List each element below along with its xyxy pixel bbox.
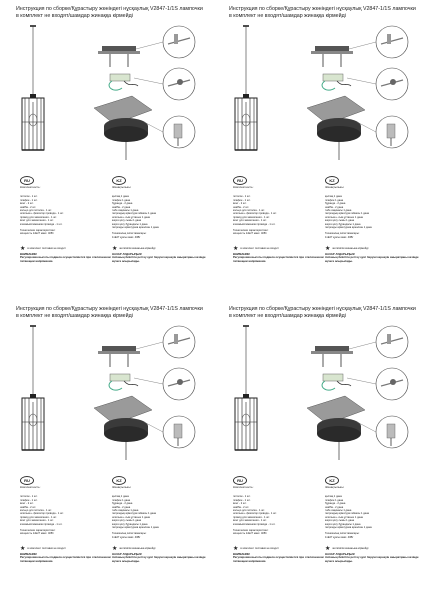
ru-heading: Комплектность: xyxy=(233,185,254,189)
kz-tech-value: 1хЕ27 қуаты макс. 40Вт xyxy=(112,235,141,239)
ru-item: потолок - 1 шт. xyxy=(233,195,251,199)
kz-item: патронды арматураға арналған 1 дана xyxy=(325,526,372,530)
kz-item: патронды арматураға арналған 1 дана xyxy=(325,226,372,230)
ru-item: шпилька + фиксатор провода - 1 шт. xyxy=(20,212,64,216)
ru-item: клеммы/клеммники провода - 1 шт. xyxy=(20,522,63,526)
ru-star-note: ★ в комплект поставки не входит xyxy=(20,246,66,252)
ru-item: винт - 2 шт. xyxy=(233,202,247,206)
kz-item: бұранда - 2 дана xyxy=(112,202,133,206)
star-icon: ★ xyxy=(112,246,118,252)
kz-star-note: ★ жеткізілім жинағына кірмейді xyxy=(112,246,156,252)
ru-item: винт - 2 шт. xyxy=(233,502,247,506)
kz-item: шпилька + сым ұстағыш 1 дана xyxy=(325,515,363,519)
ru-item: шайба - 2 шт. xyxy=(20,505,37,509)
kz-item: жерге қосу бұрандасы 1 дана xyxy=(325,222,361,226)
ru-contents xyxy=(20,486,108,536)
kz-item: жерге қосу сымы 1 дана xyxy=(325,219,355,223)
kz-tech-value: 1хЕ27 қуаты макс. 40Вт xyxy=(325,535,354,539)
ru-item: кольцо для потолка - 1 шт. xyxy=(233,509,265,513)
star-icon: ★ xyxy=(112,546,118,552)
kz-item: плафон 1 дана xyxy=(112,198,131,202)
ru-tech-value: мощность 1xE27 макс. 40Вт xyxy=(20,532,54,536)
ru-item: клеммы/клеммники провода - 1 шт. xyxy=(20,222,63,226)
kz-item: қалпақ 1 дана xyxy=(325,495,342,499)
kz-item: шпилька + сым ұстағыш 1 дана xyxy=(325,215,363,219)
ru-heading: Комплектность: xyxy=(20,485,41,489)
star-icon: ★ xyxy=(233,546,239,552)
kz-warning: НАЗАР АУДАРЫҢЫЗ! Аспаның биіктігін реттеу қуат беруші кернеуін ажыратқаны кезінде жүзеге асырылады. xyxy=(112,552,206,563)
kz-warning: НАЗАР АУДАРЫҢЫЗ! Аспаның биіктігін реттеу қуат беруші кернеуін ажыратқаны кезінде жүзеге асырылады. xyxy=(325,552,419,563)
ru-item: шайба - 2 шт. xyxy=(20,205,37,209)
kz-item: патрондық арматура гайкасы 1 дана xyxy=(112,512,156,516)
kz-item: патрондық арматура гайкасы 1 дана xyxy=(325,212,369,216)
kz-contents xyxy=(112,486,200,539)
kz-item: патронды арматураға арналған 1 дана xyxy=(112,226,159,230)
star-icon: ★ xyxy=(325,246,331,252)
ru-item: потолок - 1 шт. xyxy=(20,495,38,499)
ru-item: провод для заземления - 1 шт. xyxy=(233,515,270,519)
kz-item: шайба - 2 дана xyxy=(112,505,131,509)
ru-item: провод для заземления - 1 шт. xyxy=(20,515,57,519)
kz-item: жерге қосу бұрандасы 1 дана xyxy=(112,522,148,526)
star-icon: ★ xyxy=(233,246,239,252)
kz-item: жерге қосу сымы 1 дана xyxy=(112,519,142,523)
kz-item: қалпақ 1 дана xyxy=(325,195,342,199)
kz-item: шпилька + сым ұстағыш 1 дана xyxy=(112,215,150,219)
kz-item: төбе сақинасы 1 дана xyxy=(112,209,139,213)
ru-item: потолок - 1 шт. xyxy=(20,195,38,199)
ru-warning: ВНИМАНИЕ! Регулировка высоты подвеса осуществляется при отключенном питающем напряжении. xyxy=(233,252,324,263)
kz-item: шайба - 2 дана xyxy=(325,205,344,209)
kz-tech-value: 1хЕ27 қуаты макс. 40Вт xyxy=(112,535,141,539)
ru-heading: Комплектность: xyxy=(20,185,41,189)
ru-item: плафон - 1 шт. xyxy=(233,498,251,502)
kz-badge: KZ xyxy=(325,176,339,185)
kz-item: патрондық арматура гайкасы 1 дана xyxy=(112,212,156,216)
kz-item: жерге қосу бұрандасы 1 дана xyxy=(112,222,148,226)
ru-item: кольцо для потолка - 1 шт. xyxy=(233,209,265,213)
ru-item: винт для заземления - 1 шт. xyxy=(20,219,54,223)
kz-item: шпилька + сым ұстағыш 1 дана xyxy=(112,515,150,519)
ru-item: винт - 2 шт. xyxy=(20,202,34,206)
ru-item: винт для заземления - 1 шт. xyxy=(20,519,54,523)
ru-item: шайба - 2 шт. xyxy=(233,205,250,209)
kz-tech-value: 1хЕ27 қуаты макс. 40Вт xyxy=(325,235,354,239)
sheet-title: Инструкция по сборке/Құрастыру жөніндегі нұсқаулық V2847-1/1S лампочки в комплект не входят/шамдар жинаққа кірмейді xyxy=(16,6,203,19)
ru-item: клеммы/клеммники провода - 1 шт. xyxy=(233,522,276,526)
instruction-sheet-4 xyxy=(213,300,425,600)
star-icon: ★ xyxy=(20,246,26,252)
ru-star-note: ★ в комплект поставки не входит xyxy=(233,246,279,252)
ru-item: потолок - 1 шт. xyxy=(233,495,251,499)
kz-item: плафон 1 дана xyxy=(112,498,131,502)
ru-item: винт для заземления - 1 шт. xyxy=(233,519,267,523)
assembly-diagram xyxy=(227,22,417,162)
ru-warning: ВНИМАНИЕ! Регулировка высоты подвеса осуществляется при отключенном питающем напряжении. xyxy=(233,552,324,563)
kz-badge: KZ xyxy=(112,176,126,185)
kz-item: плафон 1 дана xyxy=(325,498,344,502)
ru-tech-heading: Технические характеристики: xyxy=(233,529,269,533)
kz-contents xyxy=(112,186,200,239)
instruction-sheet-1 xyxy=(0,0,212,300)
ru-badge: RU xyxy=(233,176,247,185)
ru-badge: RU xyxy=(233,476,247,485)
ru-item: плафон - 1 шт. xyxy=(20,198,38,202)
ru-heading: Комплектность: xyxy=(233,485,254,489)
ru-tech-value: мощность 1xE27 макс. 40Вт xyxy=(233,232,267,236)
kz-contents xyxy=(325,186,413,239)
kz-item: төбе сақинасы 1 дана xyxy=(325,509,352,513)
ru-badge: RU xyxy=(20,476,34,485)
ru-item: плафон - 1 шт. xyxy=(233,198,251,202)
kz-tech-heading: Техникалық сипаттамалары: xyxy=(112,532,147,536)
ru-item: шайба - 2 шт. xyxy=(233,505,250,509)
kz-item: төбе сақинасы 1 дана xyxy=(112,509,139,513)
ru-star-note: ★ в комплект поставки не входит xyxy=(20,546,66,552)
kz-item: бұранда - 2 дана xyxy=(325,202,346,206)
ru-item: шпилька + фиксатор провода - 1 шт. xyxy=(233,212,277,216)
kz-tech-heading: Техникалық сипаттамалары: xyxy=(325,532,360,536)
ru-item: шпилька + фиксатор провода - 1 шт. xyxy=(233,512,277,516)
ru-item: кольцо для потолка - 1 шт. xyxy=(20,509,52,513)
ru-item: шпилька + фиксатор провода - 1 шт. xyxy=(20,512,64,516)
ru-item: кольцо для потолка - 1 шт. xyxy=(20,209,52,213)
kz-item: патронды арматураға арналған 1 дана xyxy=(112,526,159,530)
sheet-title: Инструкция по сборке/Құрастыру жөніндегі нұсқаулық V2847-1/1S лампочки в комплект не входят/шамдар жинаққа кірмейді xyxy=(229,306,416,319)
kz-heading: Жинақтылығы: xyxy=(325,185,345,189)
instruction-sheet-3 xyxy=(0,300,212,600)
kz-item: плафон 1 дана xyxy=(325,198,344,202)
ru-item: винт для заземления - 1 шт. xyxy=(233,219,267,223)
ru-item: винт - 2 шт. xyxy=(20,502,34,506)
ru-tech-value: мощность 1xE27 макс. 40Вт xyxy=(20,232,54,236)
kz-contents xyxy=(325,486,413,539)
kz-item: бұранда - 2 дана xyxy=(325,502,346,506)
kz-item: жерге қосу сымы 1 дана xyxy=(325,519,355,523)
kz-item: шайба - 2 дана xyxy=(112,205,131,209)
kz-item: төбе сақинасы 1 дана xyxy=(325,209,352,213)
ru-star-note: ★ в комплект поставки не входит xyxy=(233,546,279,552)
kz-heading: Жинақтылығы: xyxy=(112,185,132,189)
kz-warning: НАЗАР АУДАРЫҢЫЗ! Аспаның биіктігін реттеу қуат беруші кернеуін ажыратқаны кезінде жүзеге асырылады. xyxy=(325,252,419,263)
kz-item: жерге қосу сымы 1 дана xyxy=(112,219,142,223)
star-icon: ★ xyxy=(20,546,26,552)
kz-star-note: ★ жеткізілім жинағына кірмейді xyxy=(325,546,369,552)
kz-tech-heading: Техникалық сипаттамалары: xyxy=(112,232,147,236)
kz-heading: Жинақтылығы: xyxy=(325,485,345,489)
kz-item: қалпақ 1 дана xyxy=(112,195,129,199)
kz-star-note: ★ жеткізілім жинағына кірмейді xyxy=(112,546,156,552)
sheet-title: Инструкция по сборке/Құрастыру жөніндегі нұсқаулық V2847-1/1S лампочки в комплект не входят/шамдар жинаққа кірмейді xyxy=(16,306,203,319)
kz-heading: Жинақтылығы: xyxy=(112,485,132,489)
assembly-diagram xyxy=(227,322,417,462)
assembly-diagram xyxy=(14,22,204,162)
kz-badge: KZ xyxy=(112,476,126,485)
ru-warning: ВНИМАНИЕ! Регулировка высоты подвеса осуществляется при отключенном питающем напряжении. xyxy=(20,252,111,263)
instruction-sheet-2 xyxy=(213,0,425,300)
ru-item: провод для заземления - 1 шт. xyxy=(20,215,57,219)
ru-item: провод для заземления - 1 шт. xyxy=(233,215,270,219)
ru-contents xyxy=(233,186,321,236)
kz-tech-heading: Техникалық сипаттамалары: xyxy=(325,232,360,236)
sheet-title: Инструкция по сборке/Құрастыру жөніндегі нұсқаулық V2847-1/1S лампочки в комплект не входят/шамдар жинаққа кірмейді xyxy=(229,6,416,19)
kz-item: қалпақ 1 дана xyxy=(112,495,129,499)
kz-item: патрондық арматура гайкасы 1 дана xyxy=(325,512,369,516)
kz-star-note: ★ жеткізілім жинағына кірмейді xyxy=(325,246,369,252)
kz-item: шайба - 2 дана xyxy=(325,505,344,509)
ru-badge: RU xyxy=(20,176,34,185)
ru-contents xyxy=(233,486,321,536)
ru-tech-heading: Технические характеристики: xyxy=(20,529,56,533)
ru-warning: ВНИМАНИЕ! Регулировка высоты подвеса осуществляется при отключенном питающем напряжении. xyxy=(20,552,111,563)
ru-item: плафон - 1 шт. xyxy=(20,498,38,502)
assembly-diagram xyxy=(14,322,204,462)
kz-badge: KZ xyxy=(325,476,339,485)
ru-tech-heading: Технические характеристики: xyxy=(233,229,269,233)
star-icon: ★ xyxy=(325,546,331,552)
ru-contents xyxy=(20,186,108,236)
ru-tech-heading: Технические характеристики: xyxy=(20,229,56,233)
kz-warning: НАЗАР АУДАРЫҢЫЗ! Аспаның биіктігін реттеу қуат беруші кернеуін ажыратқаны кезінде жүзеге асырылады. xyxy=(112,252,206,263)
ru-tech-value: мощность 1xE27 макс. 40Вт xyxy=(233,532,267,536)
kz-item: жерге қосу бұрандасы 1 дана xyxy=(325,522,361,526)
kz-item: бұранда - 2 дана xyxy=(112,502,133,506)
ru-item: клеммы/клеммники провода - 1 шт. xyxy=(233,222,276,226)
